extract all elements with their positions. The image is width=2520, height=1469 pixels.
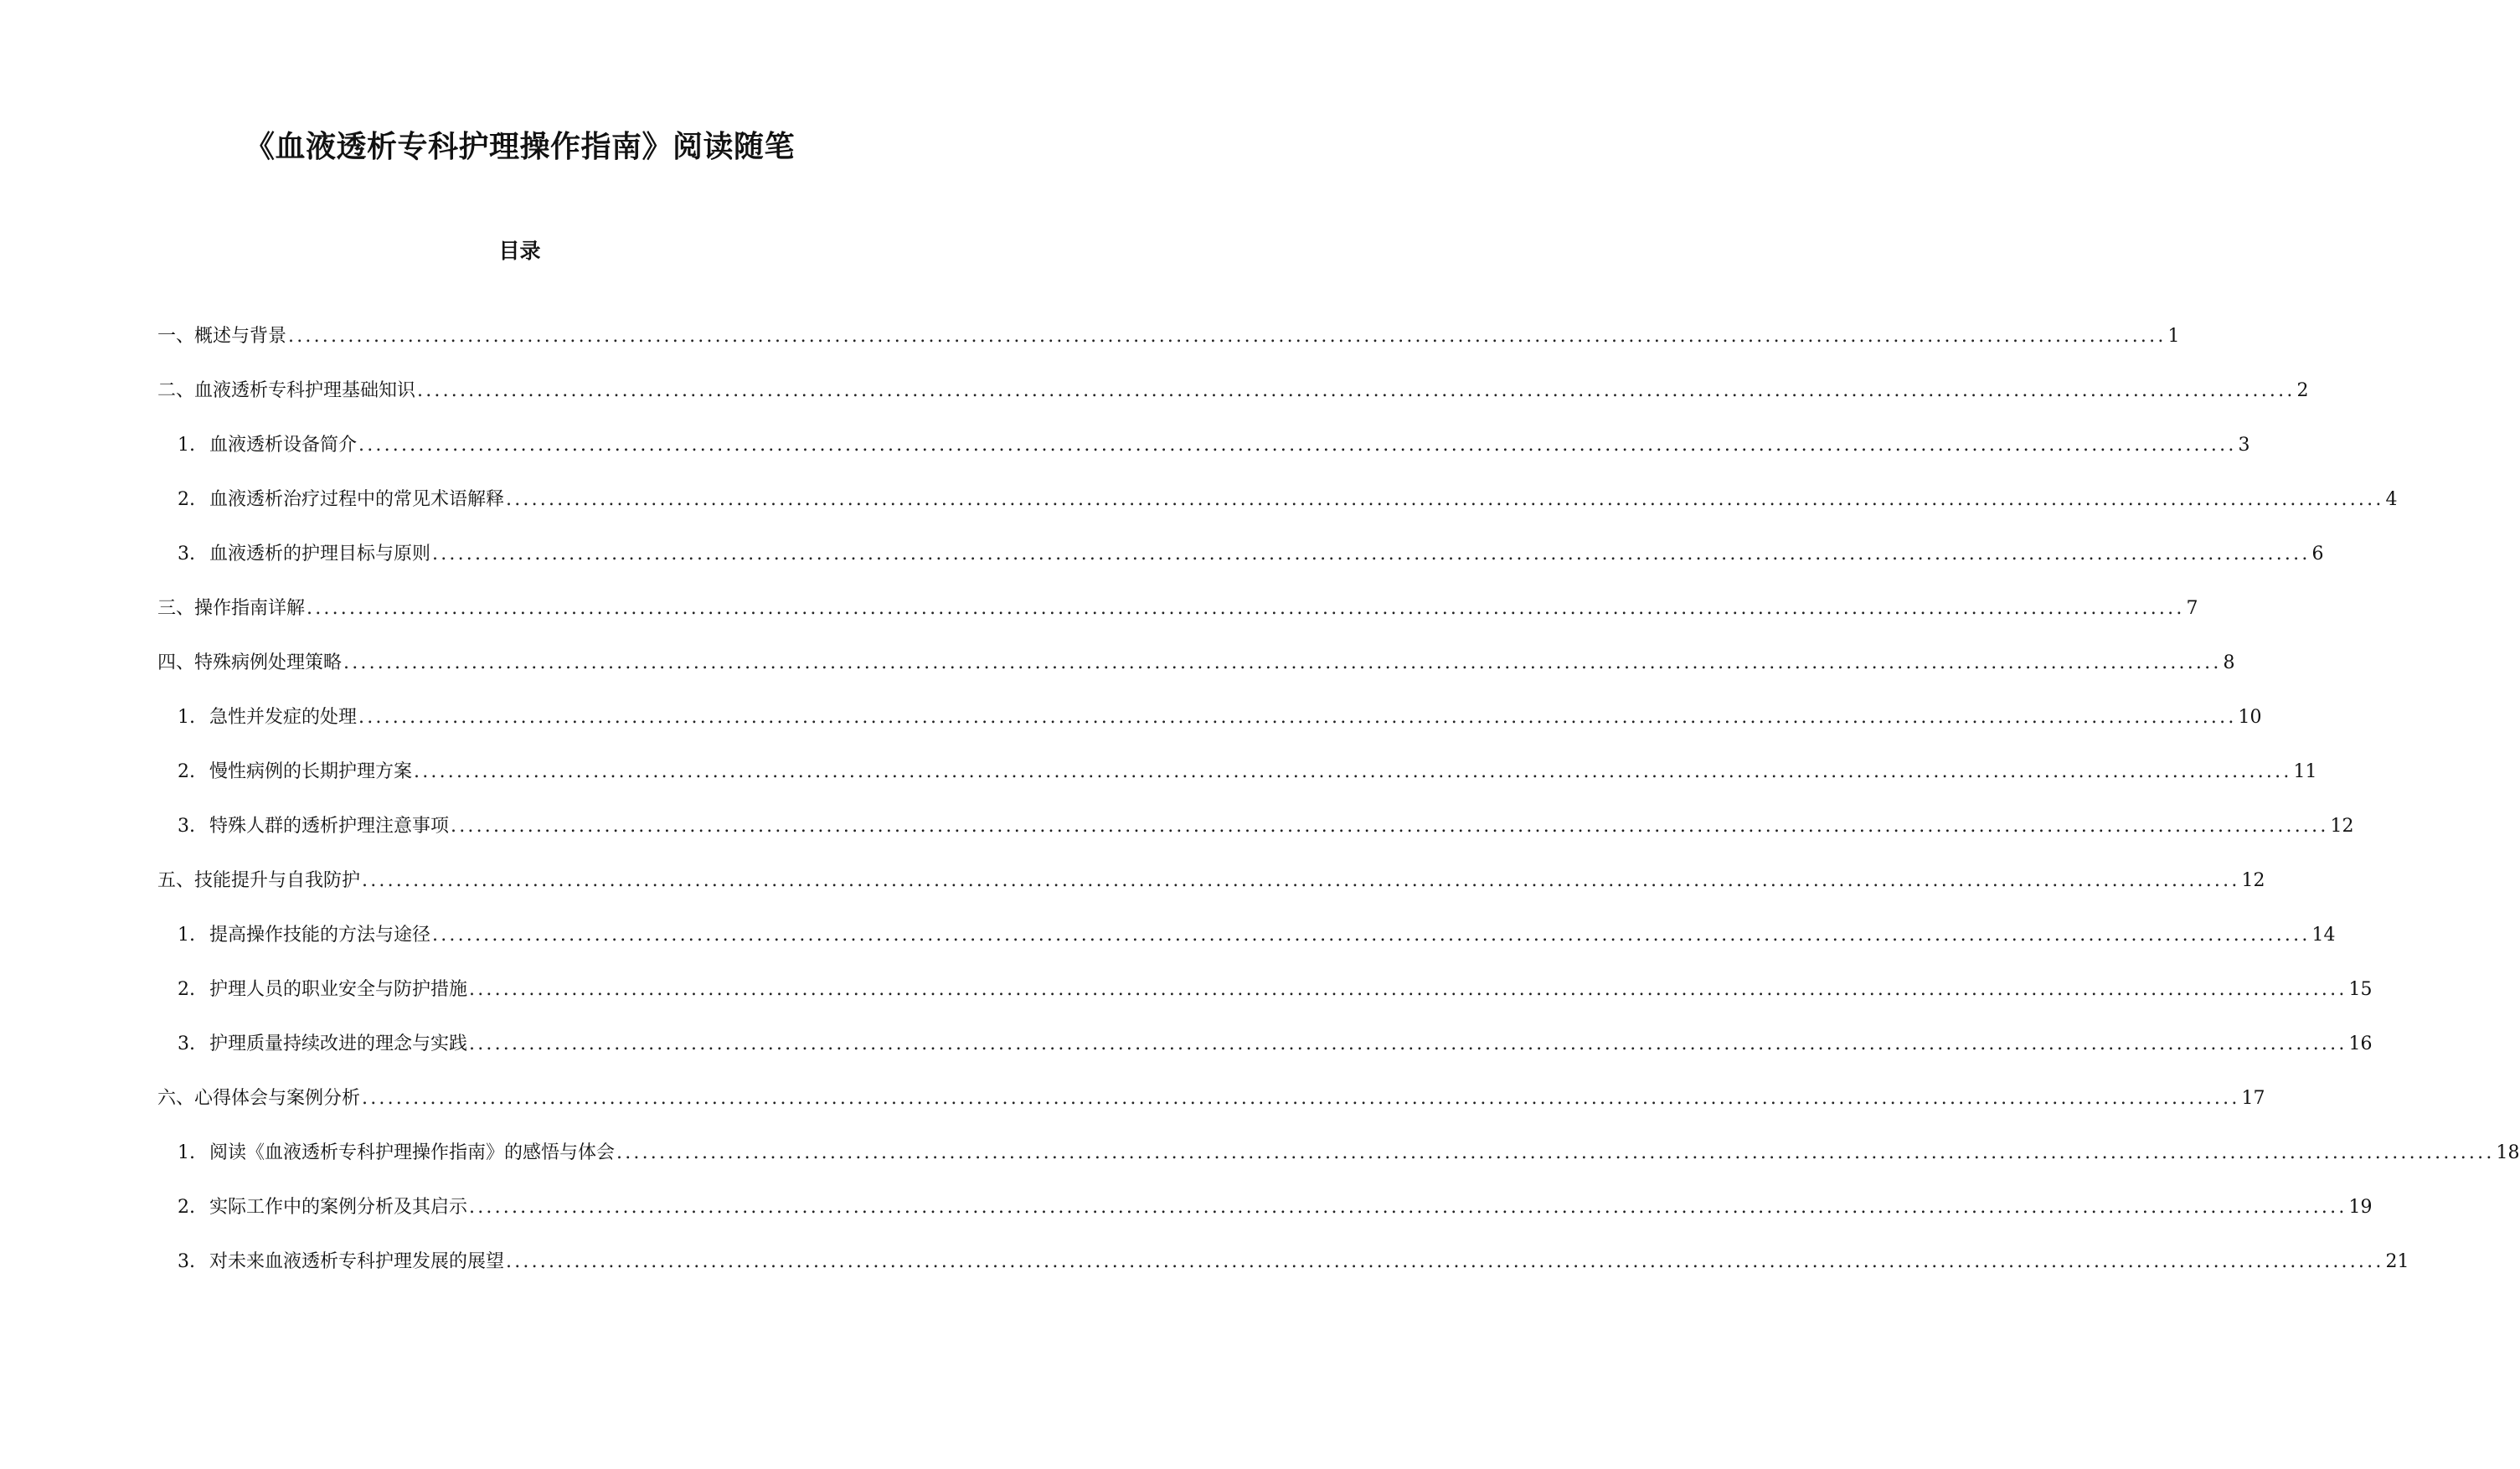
toc-subentry[interactable] bbox=[178, 485, 2398, 515]
toc-entry-title: 血液透析设备简介 bbox=[209, 435, 358, 456]
toc-dot-leader: ............................................................................................................................................................................................................................ bbox=[288, 326, 2167, 347]
toc-entry[interactable] bbox=[157, 376, 2309, 406]
toc-entry-page-number: 19 bbox=[2348, 1197, 2373, 1218]
toc-entry[interactable] bbox=[157, 648, 2235, 678]
toc-dot-leader: ............................................................................................................................................................................................................................ bbox=[362, 1088, 2240, 1109]
toc-subentry[interactable] bbox=[178, 430, 2250, 461]
toc-entry-page-number: 16 bbox=[2348, 1033, 2373, 1054]
toc-dot-leader: ............................................................................................................................................................................................................................ bbox=[432, 544, 2311, 564]
toc-subentry[interactable] bbox=[178, 1138, 2520, 1168]
toc-entry-page-number: 2 bbox=[2296, 380, 2309, 401]
toc-entry-title: 一、概述与背景 bbox=[157, 326, 287, 347]
toc-subentry[interactable] bbox=[178, 812, 2354, 842]
toc-entry-number: 2. bbox=[178, 979, 195, 1000]
toc-subentry[interactable] bbox=[178, 920, 2336, 951]
toc-dot-leader: ............................................................................................................................................................................................................................ bbox=[432, 925, 2311, 946]
toc-entry-title: 五、技能提升与自我防护 bbox=[157, 870, 361, 891]
toc-dot-leader: ............................................................................................................................................................................................................................ bbox=[343, 652, 2222, 673]
toc-entry-title: 慢性病例的长期护理方案 bbox=[209, 761, 413, 782]
toc-entry-title: 六、心得体会与案例分析 bbox=[157, 1088, 361, 1109]
toc-dot-leader: ............................................................................................................................................................................................................................ bbox=[469, 979, 2347, 1000]
toc-entry-page-number: 18 bbox=[2496, 1142, 2520, 1163]
toc-entry-page-number: 12 bbox=[2241, 870, 2265, 891]
toc-entry-number: 2. bbox=[178, 761, 195, 782]
toc-heading: 目录 bbox=[498, 239, 541, 263]
toc-subentry[interactable] bbox=[178, 975, 2373, 1005]
toc-subentry[interactable] bbox=[178, 539, 2324, 570]
toc-entry-title: 急性并发症的处理 bbox=[209, 707, 358, 728]
toc-entry-title: 护理人员的职业安全与防护措施 bbox=[209, 979, 468, 1000]
toc-entry-number: 3. bbox=[178, 1251, 195, 1272]
toc-subentry[interactable] bbox=[178, 1193, 2373, 1223]
toc-subentry[interactable] bbox=[178, 703, 2262, 733]
toc-entry-title: 护理质量持续改进的理念与实践 bbox=[209, 1033, 468, 1054]
toc-entry-title: 血液透析的护理目标与原则 bbox=[209, 544, 431, 564]
toc-entry-title: 特殊人群的透析护理注意事项 bbox=[209, 816, 450, 837]
toc-entry-page-number: 8 bbox=[2223, 652, 2235, 673]
toc-subentry[interactable] bbox=[178, 757, 2317, 787]
toc-entry-page-number: 14 bbox=[2311, 925, 2336, 946]
toc-entry-title: 阅读《血液透析专科护理操作指南》的感悟与体会 bbox=[209, 1142, 616, 1163]
toc-entry-page-number: 21 bbox=[2385, 1251, 2409, 1272]
toc-entry-page-number: 17 bbox=[2241, 1088, 2265, 1109]
toc-entry-title: 四、特殊病例处理策略 bbox=[157, 652, 343, 673]
toc-entry-title: 三、操作指南详解 bbox=[157, 598, 306, 619]
toc-entry-page-number: 6 bbox=[2311, 544, 2324, 564]
toc-entry-page-number: 15 bbox=[2348, 979, 2373, 1000]
toc-dot-leader: ............................................................................................................................................................................................................................ bbox=[358, 435, 2237, 456]
toc-dot-leader: ............................................................................................................................................................................................................................ bbox=[469, 1033, 2347, 1054]
toc-entry-number: 2. bbox=[178, 1197, 195, 1218]
toc-entry[interactable] bbox=[157, 1084, 2265, 1114]
toc-entry-title: 二、血液透析专科护理基础知识 bbox=[157, 380, 416, 401]
toc-subentry[interactable] bbox=[178, 1029, 2373, 1059]
toc-entry-number: 3. bbox=[178, 816, 195, 837]
toc-entry[interactable] bbox=[157, 594, 2198, 624]
toc-entry-title: 提高操作技能的方法与途径 bbox=[209, 925, 431, 946]
toc-entry-title: 血液透析治疗过程中的常见术语解释 bbox=[209, 489, 505, 510]
toc-entry-page-number: 12 bbox=[2330, 816, 2354, 837]
toc-entry-page-number: 11 bbox=[2293, 761, 2317, 782]
toc-dot-leader: ............................................................................................................................................................................................................................ bbox=[469, 1197, 2347, 1218]
toc-dot-leader: ............................................................................................................................................................................................................................ bbox=[362, 870, 2240, 891]
toc-dot-leader: ............................................................................................................................................................................................................................ bbox=[307, 598, 2185, 619]
toc-dot-leader: ............................................................................................................................................................................................................................ bbox=[506, 489, 2384, 510]
document-title: 《血液透析专科护理操作指南》阅读随笔 bbox=[244, 129, 795, 164]
toc-entry-page-number: 1 bbox=[2167, 326, 2180, 347]
toc-dot-leader: ............................................................................................................................................................................................................................ bbox=[451, 816, 2329, 837]
toc-dot-leader: ............................................................................................................................................................................................................................ bbox=[414, 761, 2292, 782]
toc-entry[interactable] bbox=[157, 322, 2180, 352]
toc-entry[interactable] bbox=[157, 866, 2265, 896]
toc-dot-leader: ............................................................................................................................................................................................................................ bbox=[616, 1142, 2495, 1163]
toc-subentry[interactable] bbox=[178, 1247, 2409, 1277]
toc-dot-leader: ............................................................................................................................................................................................................................ bbox=[358, 707, 2237, 728]
toc-entry-page-number: 10 bbox=[2238, 707, 2262, 728]
toc-entry-title: 对未来血液透析专科护理发展的展望 bbox=[209, 1251, 505, 1272]
toc-entry-number: 2. bbox=[178, 489, 195, 510]
toc-entry-number: 1. bbox=[178, 1142, 195, 1163]
toc-entry-page-number: 4 bbox=[2385, 489, 2398, 510]
toc-entry-number: 3. bbox=[178, 544, 195, 564]
toc-entry-number: 1. bbox=[178, 925, 195, 946]
toc-dot-leader: ............................................................................................................................................................................................................................ bbox=[417, 380, 2296, 401]
toc-entry-number: 3. bbox=[178, 1033, 195, 1054]
toc-entry-number: 1. bbox=[178, 707, 195, 728]
toc-entry-number: 1. bbox=[178, 435, 195, 456]
toc-dot-leader: ............................................................................................................................................................................................................................ bbox=[506, 1251, 2384, 1272]
toc-entry-page-number: 7 bbox=[2186, 598, 2198, 619]
toc-entry-title: 实际工作中的案例分析及其启示 bbox=[209, 1197, 468, 1218]
toc-entry-page-number: 3 bbox=[2238, 435, 2250, 456]
